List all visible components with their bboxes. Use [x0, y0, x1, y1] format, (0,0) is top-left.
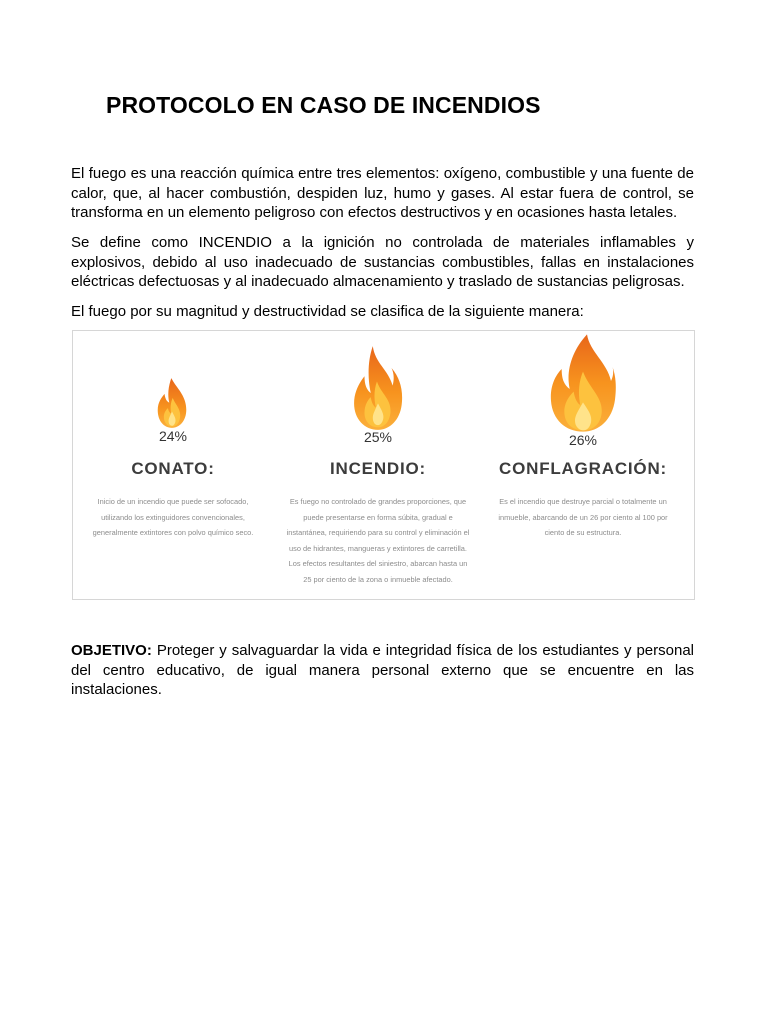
objective-text: Proteger y salvaguardar la vida e integridad física de los estudiantes y personal del centro educativo, de igual manera personal externo que se encuentre en las instalaciones.	[71, 642, 694, 698]
objective-label: OBJETIVO:	[71, 642, 152, 659]
category-description: Es el incendio que destruye parcial o totalmente un inmueble, abarcando de un 26 por ciento al 100 por ciento de su estructura.	[498, 497, 668, 537]
category-description: Es fuego no controlado de grandes proporciones, que puede presentarse en forma súbita, gradual e instantánea, requiriendo para su control y eliminación el uso de hidrantes, mangueras y extintores de carretilla. Los efectos resultantes del siniestro, abarcan hasta un 25 por ciento de la zona o inmueble afectado.	[286, 497, 470, 584]
flame-icon-medium	[352, 345, 404, 431]
classification-intro: El fuego por su magnitud y destructividad se clasifica de la siguiente manera:	[71, 303, 584, 320]
flame-icon-large	[549, 333, 617, 433]
percent-label: 25%	[363, 429, 393, 445]
classification-conflagracion	[483, 331, 683, 599]
percent-label: 26%	[568, 432, 598, 448]
page-title: PROTOCOLO EN CASO DE INCENDIOS	[106, 92, 541, 118]
definition-paragraph: Se define como INCENDIO a la ignición no controlada de materiales inflamables y explosivos, debido al uso inadecuado de sustancias combustibles, fallas en instalaciones eléctricas defectuosas y al inadecuado almacenamiento y traslado de sustancias peligrosas.	[71, 234, 694, 290]
classification-conato	[73, 331, 273, 599]
category-title: CONATO:	[131, 459, 215, 478]
flame-icon-small	[155, 377, 189, 429]
objective-paragraph	[71, 641, 694, 700]
percent-label: 24%	[158, 428, 188, 444]
classification-incendio	[278, 331, 478, 599]
intro-paragraph: El fuego es una reacción química entre tres elementos: oxígeno, combustible y una fuente de calor, que, al hacer combustión, despiden luz, humo y gases. Al estar fuera de control, se transforma en un elemento peligroso con efectos destructivos y en ocasiones hasta letales.	[71, 165, 694, 221]
category-title: INCENDIO:	[330, 459, 426, 478]
fire-classification-figure	[72, 330, 695, 600]
category-title: CONFLAGRACIÓN:	[499, 459, 667, 478]
category-description: Inicio de un incendio que puede ser sofocado, utilizando los extinguidores convencionales, generalmente extintores con polvo químico seco.	[92, 497, 254, 537]
